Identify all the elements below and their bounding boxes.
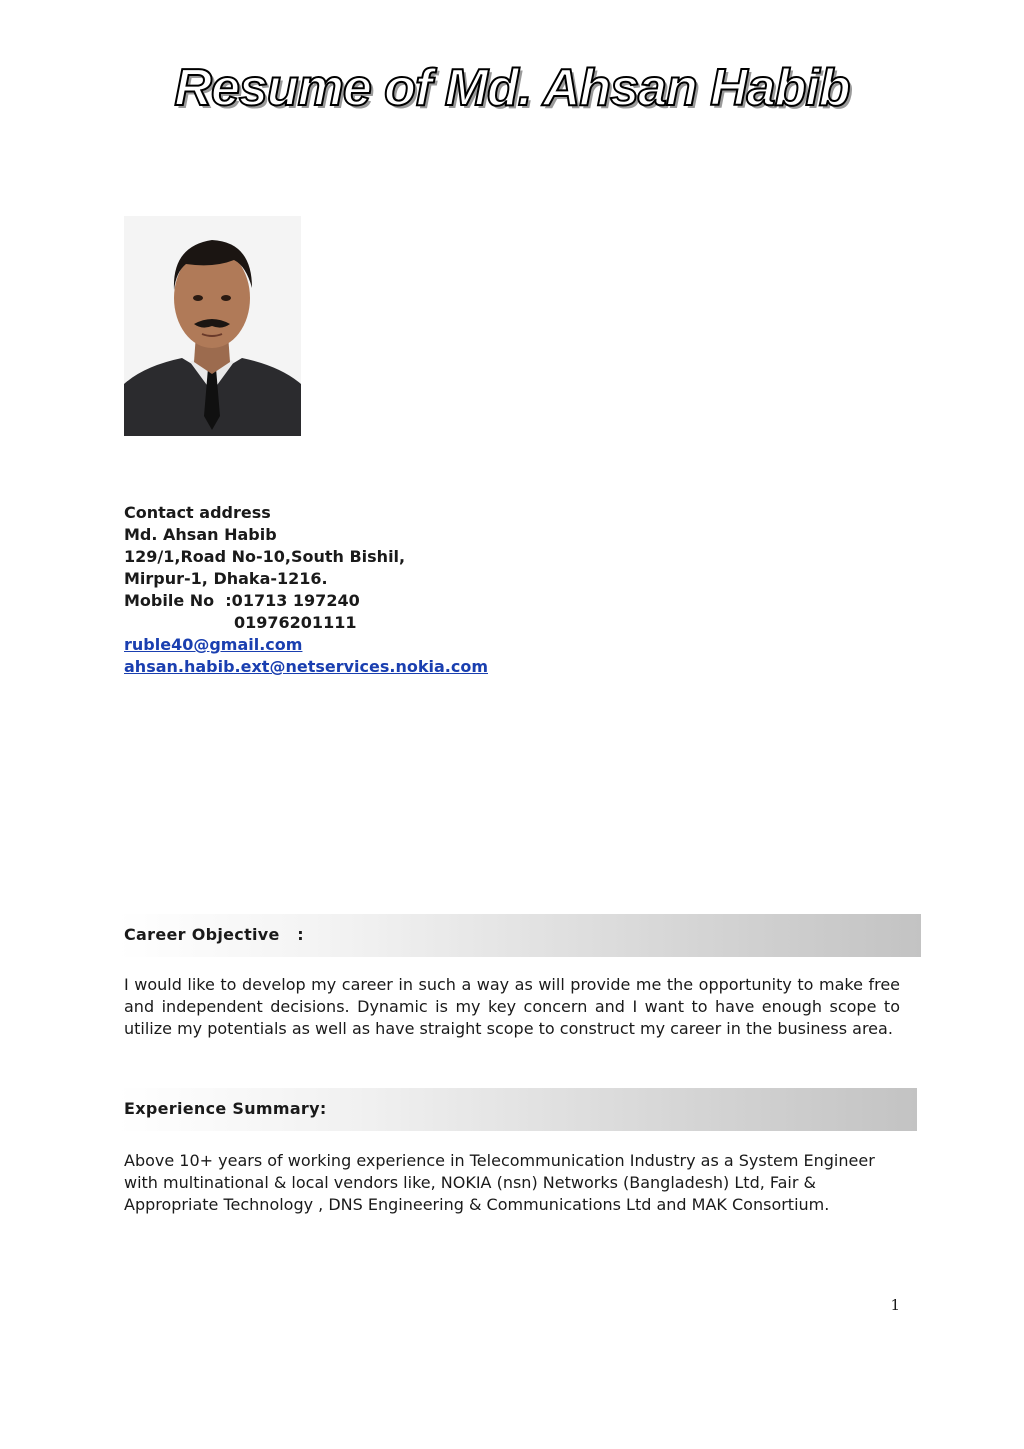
experience-summary-text: Above 10+ years of working experience in Telecommunication Industry as a System Engineer with multinational & local vendors like, NOKIA (nsn) Networks (Bangladesh) Ltd, Fair & Appropriate Technology , DNS Engineering & Communications Ltd and MAK Consortium.	[124, 1151, 875, 1214]
address-line-2: Mirpur-1, Dhaka-1216.	[124, 569, 328, 588]
experience-summary-heading: Experience Summary:	[124, 1099, 327, 1118]
career-objective-text: I would like to develop my career in such a way as will provide me the opportunity to make free and independent decisions. Dynamic is my key concern and I want to have enough scope to utilize my potentials as well as have straight scope to construct my career in the business area.	[124, 975, 900, 1038]
career-objective-header	[118, 914, 921, 957]
contact-heading: Contact address	[124, 503, 271, 522]
email-link-primary[interactable]: ruble40@gmail.com	[124, 635, 303, 654]
profile-photo-image	[124, 216, 301, 436]
email-link-secondary[interactable]: ahsan.habib.ext@netservices.nokia.com	[124, 657, 488, 676]
profile-photo	[124, 216, 301, 436]
page-number: 1	[890, 1296, 900, 1314]
career-objective-heading: Career Objective :	[124, 925, 304, 944]
page-title: Resume of Md. Ahsan Habib	[174, 59, 850, 117]
address-line-1: 129/1,Road No-10,South Bishil,	[124, 547, 406, 566]
contact-name: Md. Ahsan Habib	[124, 525, 277, 544]
mobile-number: Mobile No :01713 197240	[124, 591, 360, 610]
experience-summary-header	[118, 1088, 917, 1131]
mobile-number-alt: 01976201111	[234, 613, 357, 632]
contact-address-block	[124, 502, 488, 678]
